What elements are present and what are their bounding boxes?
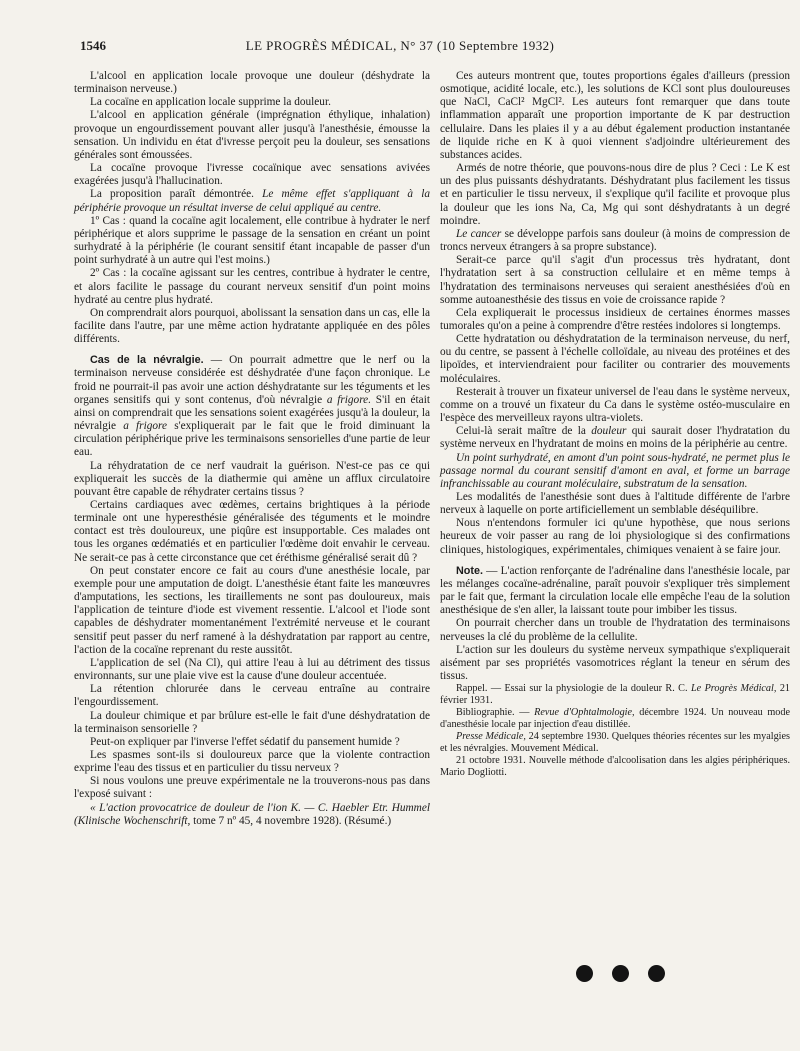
paragraph: La cocaïne provoque l'ivresse cocaïnique avec sensations avivées exagérées jusqu'à l'hallucination. [74, 162, 430, 188]
bullet-dot-icon [576, 965, 593, 982]
end-ornament [576, 965, 684, 987]
note-heading: Note. [456, 564, 483, 577]
paragraph: Les modalités de l'anesthésie sont dues à l'altitude différente de l'arbre nerveux à laquelle on porte artificiellement un semblable déséquilibre. [440, 491, 790, 517]
running-header [80, 38, 720, 58]
paragraph: Peut-on expliquer par l'inverse l'effet sédatif du pansement humide ? [90, 735, 400, 748]
paragraph: On peut constater encore ce fait au cours d'une anesthésie locale, par exemple pour une amputation de doigt. L'anesthésie étant faite les manœuvres d'amputations, les sections, les tiraillements ne sont pas douloureux, mais l'application de teinture d'iode est vivement ressentie. L'alcool et l'iode sont capables de déshydrater momentanément l'extrémité nerveuse et le courant sensitif peut passer du nerf ramené à la déshydratation par rapport au centre, l'action de la cocaïne reprenant du reste aussitôt. [74, 564, 430, 656]
paragraph: La douleur chimique et par brûlure est-elle le fait d'une déshydratation de la terminaison sensorielle ? [74, 709, 430, 735]
paragraph: La rétention chlorurée dans le cerveau entraîne au contraire l'engourdissement. [74, 683, 430, 709]
paragraph: La réhydratation de ce nerf vaudrait la guérison. N'est-ce pas ce qui expliquerait les succès de la diathermie qui amène un afflux circulatoire pouvant être capable de réhydrater certains tissus ? [74, 459, 430, 498]
note-paragraph: Note. — L'action renforçante de l'adrénaline dans l'anesthésie locale, par les mélanges cocaïne-adrénaline, paraît pouvoir s'expliquer très simplement par le fait que, fermant la circulation locale elle empêche l'eau de la solution anesthésique de s'en aller, la laissant toute pour imbiber les tissus. [440, 564, 790, 617]
paragraph: L'alcool en application locale provoque une douleur (déshydrate la terminaison nerveuse.) [74, 70, 430, 96]
bullet-dot-icon [612, 965, 629, 982]
paragraph: 2º Cas : la cocaïne agissant sur les centres, contribue à hydrater le centre, et alors facilite le passage du courant nerveux sensitif d'un point moins hydraté au centre plus hydraté. [74, 267, 430, 306]
section-heading: Cas de la névralgie. [90, 354, 204, 367]
paragraph: On pourrait chercher dans un trouble de l'hydratation des terminaisons nerveuses la clé du problème de la cellulite. [440, 617, 790, 643]
paragraph: Si nous voulons une preuve expérimentale ne la trouverons-nous pas dans l'exposé suivant : [74, 775, 430, 801]
paragraph: Serait-ce parce qu'il s'agit d'un processus très hydratant, dont l'hydratation sert à sa construction cellulaire et en même temps à l'hydratation des terminaisons nerveuses qui seraient anesthésiées d'où en somme autoanesthésie des tissus en voie de croissance rapide ? [440, 254, 790, 306]
bullet-dot-icon [648, 965, 665, 982]
paragraph: Ces auteurs montrent que, toutes proportions égales d'ailleurs (pression osmotique, acidité locale, etc.), les solutions de KCl sont plus douloureuses que NaCl, CaCl² MgCl². Les auteurs font remarquer que dans toute inflammation apparaît une proportion importante de K par destruction cellulaire. Dans les plaies il y a au début également production instantanée de liquide riche en K à quoi viennent s'adjoindre ultérieurement des substances acides. [440, 70, 790, 161]
page-number: 1546 [80, 38, 106, 53]
paragraph: La proposition paraît démontrée. Le même effet s'appliquant à la périphérie provoque un résultat inverse de celui appliqué au centre. [74, 188, 430, 214]
running-title: LE PROGRÈS MÉDICAL, N° 37 (10 Septembre 1932) [245, 38, 555, 53]
reference: Bibliographie. — Revue d'Ophtalmologie, décembre 1924. Un nouveau mode d'anesthésie locale par injection d'eau distillée. [440, 707, 791, 731]
paragraph: Cette hydratation ou déshydratation de la terminaison nerveuse, du nerf, ou du centre, se passent à l'échelle colloïdale, au niveau des protéines et des lipoïdes, et interviendraient pour faciliter ou contrarier des mouvements moléculaires. [440, 333, 790, 385]
reference: Presse Médicale, 24 septembre 1930. Quelques théories récentes sur les myalgies et les névralgies. Mouvement Médical. [440, 731, 790, 755]
paragraph: Les spasmes sont-ils si douloureux parce que la violente contraction exprime l'eau des tissus et en particulier du tissu nerveux ? [74, 748, 430, 775]
paragraph: L'alcool en application générale (imprégnation éthylique, inhalation) provoque un engourdissement pouvant aller jusqu'à l'anesthésie, émousse la sensation. Un individu en état d'ivresse perçoit peu la douleur, ses sensations générales sont émoussées. [74, 109, 430, 161]
paragraph: Nous n'entendons formuler ici qu'une hypothèse, que nous serions heureux de voir passer au rang de loi physiologique si des confirmations cliniques, histologiques, expérimentales, chimiques venaient à se faire jour. [440, 517, 790, 556]
paragraph: Certains cardiaques avec œdèmes, certains brightiques à la période terminale ont une hyperesthésie généralisée des téguments et le moindre contact est très douloureux, une piqûre est insupportable. Ces malades ont tous les organes œdématiés et en particulier l'œdème doit envahir le cerveau. Ne serait-ce pas à cette circonstance que cet éréthisme généralisé serait dû ? [74, 499, 430, 564]
paragraph: 1º Cas : quand la cocaïne agit localement, elle contribue à hydrater le nerf périphérique et alors supprime le passage de la sensation en créant un point surhydraté à la périphérie (le courant sensitif étant incapable de passer d'un point surhydraté à un autre qui l'est moins.) [74, 214, 430, 267]
paragraph: Cela expliquerait le processus insidieux de certaines énormes masses tumorales qu'on a peine à comprendre d'être restées indolores si longtemps. [440, 306, 790, 332]
paragraph: Armés de notre théorie, que pouvons-nous dire de plus ? Ceci : Le K est un des plus puissants déshydratants. Déshydratant plus facilement les tissus et en particulier le tissu nerveux, il s'explique qu'il facilite et provoque plus la douleur que les ions Na, Ca, Mg qui sont déshydratants à un degré moindre. [440, 162, 790, 227]
paragraph: L'application de sel (Na Cl), qui attire l'eau à lui au détriment des tissus environnants, sur une plaie vive est la cause d'une douleur accentuée. [74, 656, 430, 683]
reference: 21 octobre 1931. Nouvelle méthode d'alcoolisation dans les algies périphériques. Mario Dogliotti. [440, 755, 790, 779]
citation: « L'action provocatrice de douleur de l'ion K. — C. Haebler Etr. Hummel (Klinische Wochenschrift, tome 7 nº 45, 4 novembre 1928). (Résumé.) [74, 801, 430, 827]
paragraph: Resterait à trouver un fixateur universel de l'eau dans le système nerveux, comme on a trouvé un fixateur du Ca dans le système ostéo-musculaire en l'espèce des merveilleux rayons ultra-violets. [440, 385, 790, 425]
paragraph: La cocaïne en application locale supprime la douleur. [90, 96, 331, 109]
paragraph-italic: Un point surhydraté, en amont d'un point sous-hydraté, ne permet plus le passage normal du courant sensitif d'amont en aval, et forme un barrage infranchissable au courant moléculaire, substratum de la sensation. [440, 451, 790, 490]
paragraph: Celui-là serait maître de la douleur qui saurait doser l'hydratation du système nerveux en l'hydratant de moins en moins de la périphérie au centre. [440, 425, 791, 451]
paragraph-nevralgie: Cas de la névralgie. — On pourrait admettre que le nerf ou la terminaison nerveuse considérée est déshydratée d'une façon chronique. Le froid ne pourrait-il pas avoir une action déshydratante sur les téguments et les organes sensitifs qui y sont contenus, d'où névralgie a frigore. S'il en était ainsi on comprendrait que les sensations soient exagérées jusqu'à la douleur, la névralgie a frigore s'expliquerait par le fait que le froid diminuant la circulation périphérique prive les terminaisons sensorielles d'une partie de leur eau. [74, 354, 431, 459]
paragraph: L'action sur les douleurs du système nerveux sympathique s'expliquerait aisément par ses propriétés vasomotrices réglant la teneur en sérum des tissus. [440, 643, 790, 683]
paragraph: On comprendrait alors pourquoi, abolissant la sensation dans un cas, elle la facilite dans l'autre, par une même action hydratante appliquée en des pôles différents. [74, 306, 430, 346]
paragraph: Le cancer se développe parfois sans douleur (à moins de compression de troncs nerveux étrangers à sa propre substance). [440, 227, 791, 254]
reference: Rappel. — Essai sur la physiologie de la douleur R. C. Le Progrès Médical, 21 février 1931. [440, 683, 791, 707]
left-column [74, 70, 430, 828]
right-column [440, 70, 790, 779]
